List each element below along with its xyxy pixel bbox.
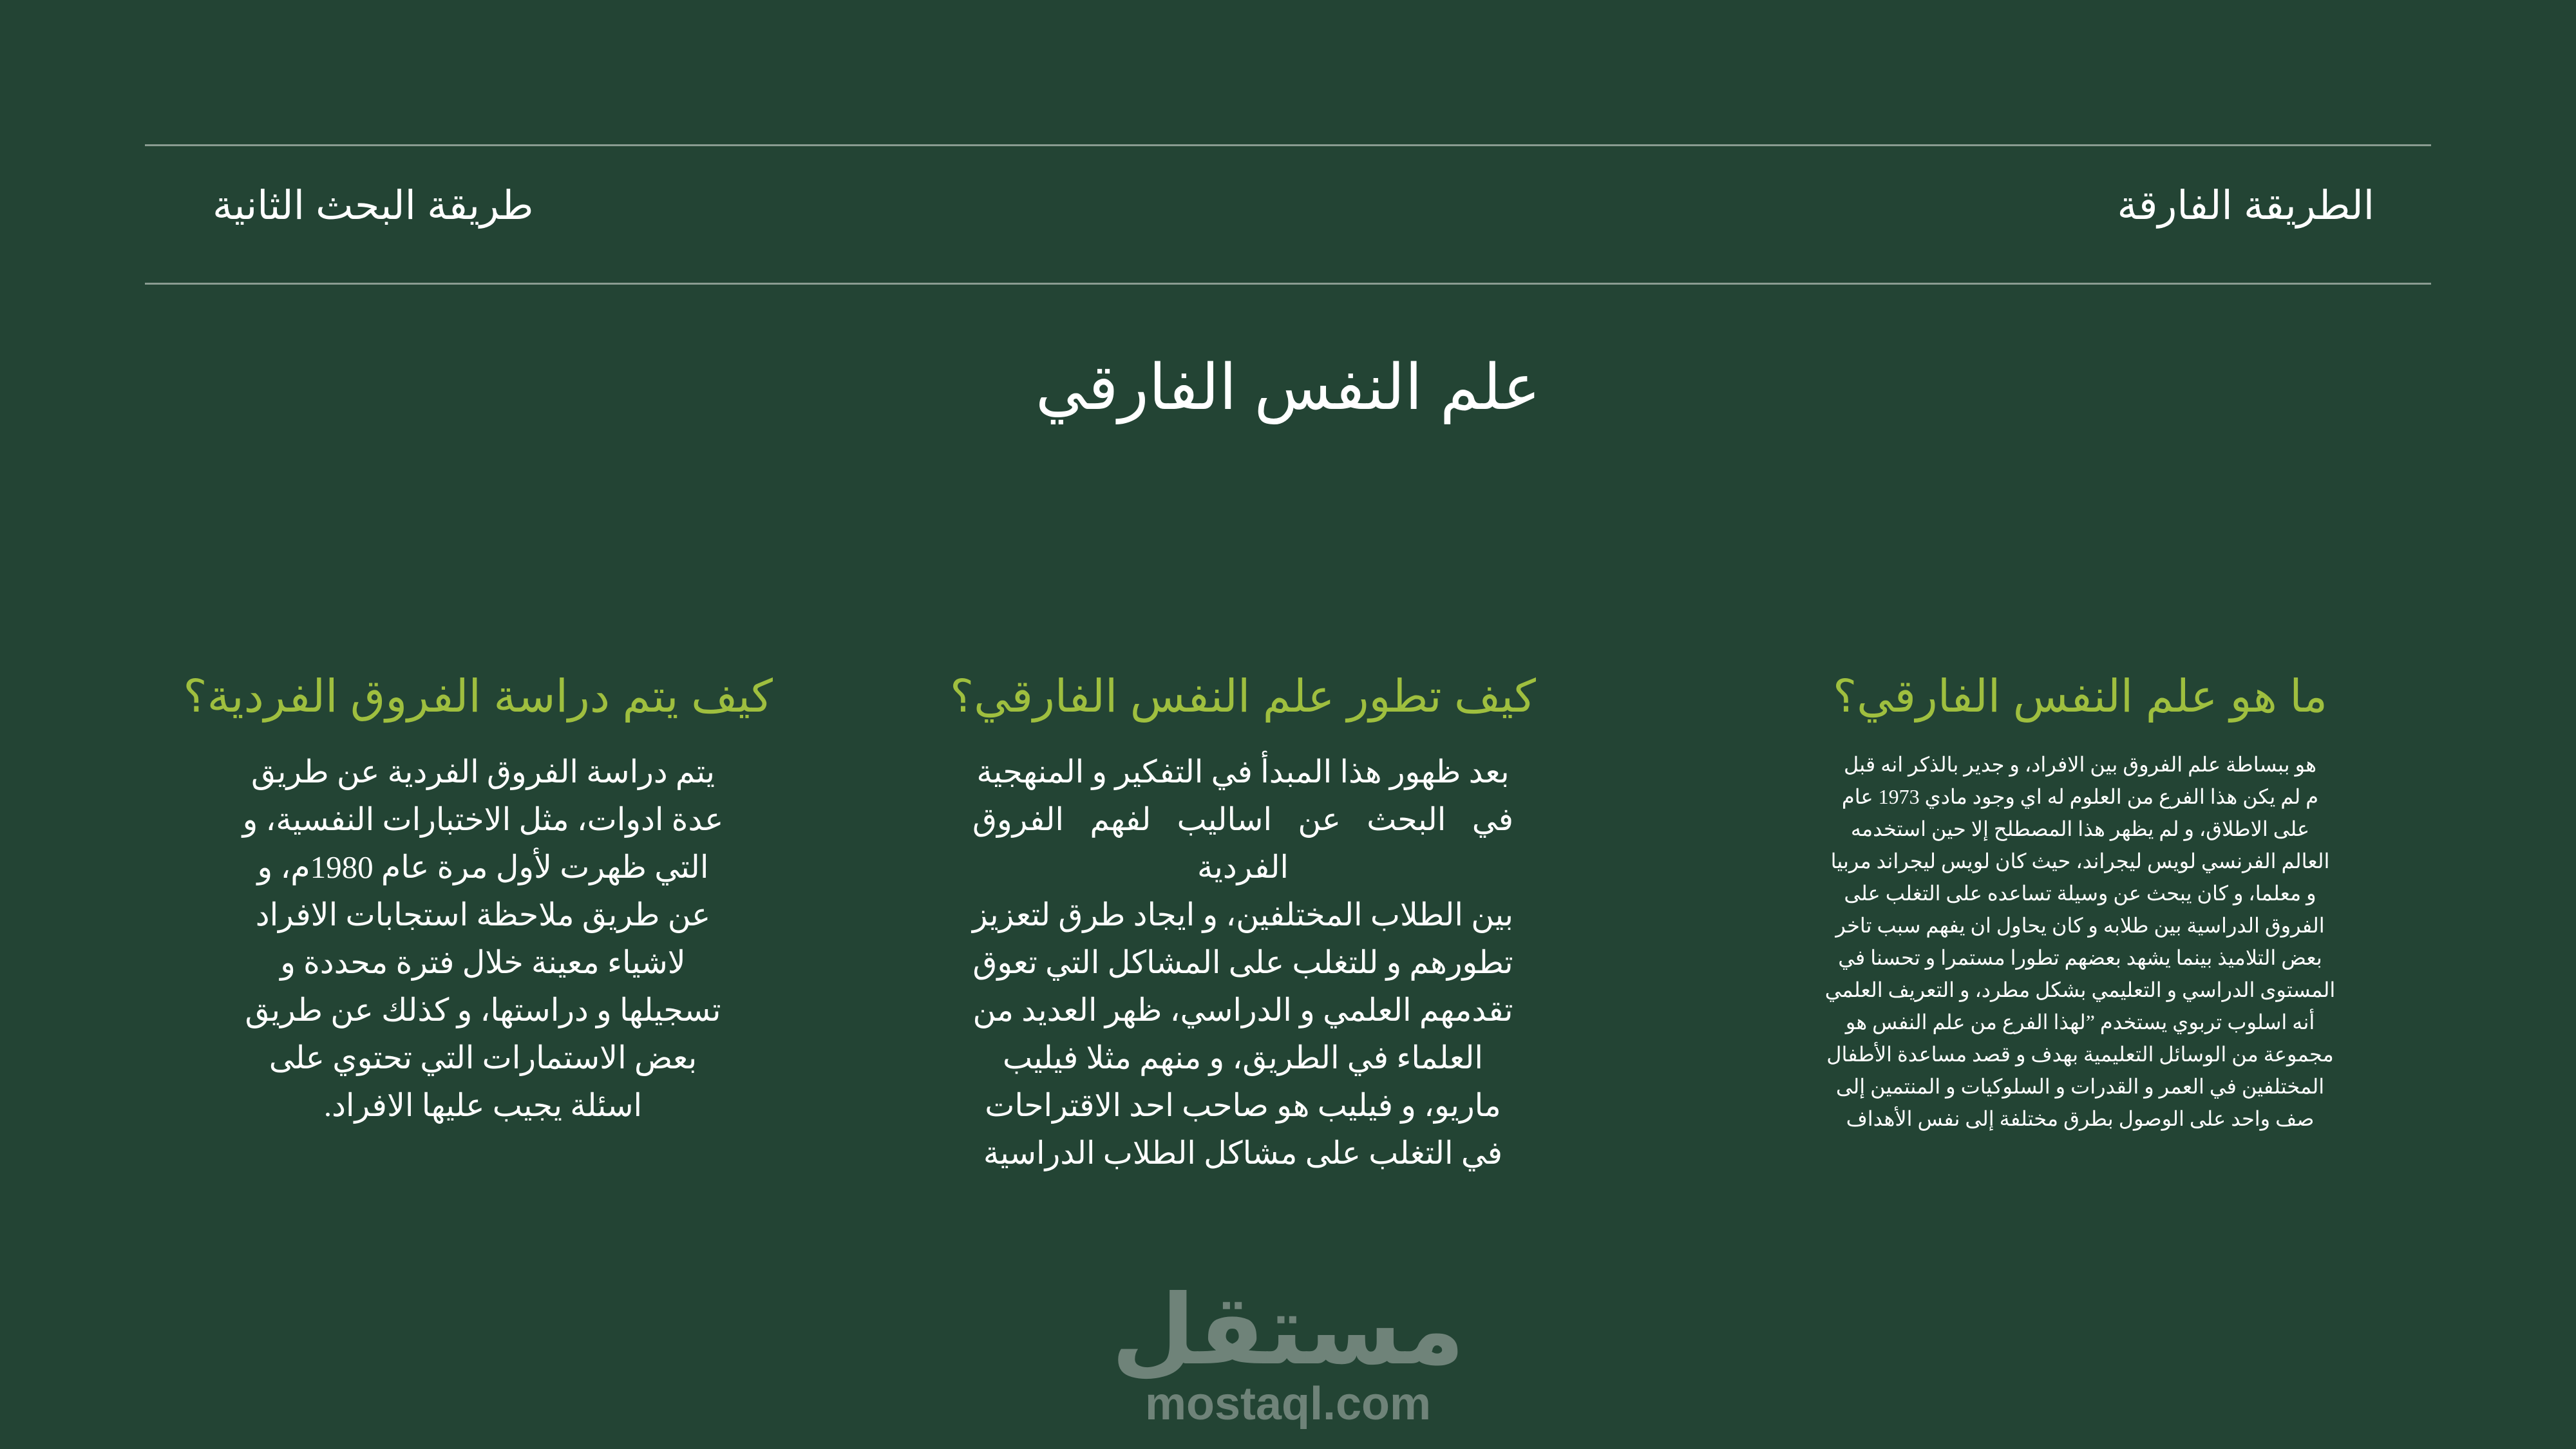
column-how-studied <box>183 670 773 1130</box>
watermark-arabic: مستقل <box>1111 1276 1465 1384</box>
bottom-divider <box>145 283 2431 285</box>
column-body: بعد ظهور هذا المبدأ في التفكير و المنهجية في البحث عن اساليب لفهم الفروق الفردية بين الطلاب المختلفين، و ايجاد طرق لتعزيز تطورهم و للتغلب على المشاكل التي تعوق تقدمهم العلمي و الدراسي، ظهر العديد من العلماء في الطريق، و منهم مثلا فيليب ماريو، و فيليب هو صاحب احد الاقتراحات في التغلب على مشاكل الطلاب الدراسية <box>972 754 1513 1171</box>
header-right-label: الطريقة الفارقة <box>2117 184 2374 228</box>
slide-title: علم النفس الفارقي <box>1035 352 1541 422</box>
column-body: هو ببساطة علم الفروق بين الافراد، و جدير بالذكر انه قبل م لم يكن هذا الفرع من العلوم له اي وجود مادي 1973 عام على الاطلاق، و لم يظهر هذا المصطلح إلا حين استخدمه العالم الفرنسي لويس ليجراند، حيث كان لويس ليجراند مربيا و معلما، و كان يبحث عن وسيلة تساعده على التغلب على الفروق الدراسية بين طلابه و كان يحاول ان يفهم سبب تاخر بعض التلاميذ بينما يشهد بعضهم تطورا مستمرا و تحسنا في المستوى الدراسي و التعليمي بشكل مطرد، و التعريف العلمي أنه اسلوب تربوي يستخدم ”لهذا الفرع من علم النفس هو مجموعة من الوسائل التعليمية بهدف و قصد مساعدة الأطفال المختلفين في العمر و القدرات و السلوكيات و المنتمين إلى صف واحد على الوصول بطرق مختلفة إلى نفس الأهداف <box>1824 753 2336 1130</box>
column-heading: كيف يتم دراسة الفروق الفردية؟ <box>183 671 773 721</box>
top-divider <box>145 144 2431 146</box>
column-heading: كيف تطور علم النفس الفارقي؟ <box>950 671 1536 721</box>
watermark-latin: mostaql.com <box>1144 1378 1432 1430</box>
column-body: يتم دراسة الفروق الفردية عن طريق عدة ادوات، مثل الاختبارات النفسية، و التي ظهرت لأول مرة عام 1980م، و عن طريق ملاحظة استجابات الافراد لاشياء معينة خلال فترة محددة و تسجيلها و دراستها، و كذلك عن طريق بعض الاستمارات التي تحتوي على اسئلة يجيب عليها الافراد. <box>242 754 724 1123</box>
column-what-is <box>1758 670 2402 1135</box>
header-left-label: طريقة البحث الثانية <box>213 184 534 228</box>
column-how-developed <box>947 670 1539 1177</box>
column-heading: ما هو علم النفس الفارقي؟ <box>1832 671 2328 721</box>
mostaql-watermark-logo <box>1056 1276 1520 1430</box>
